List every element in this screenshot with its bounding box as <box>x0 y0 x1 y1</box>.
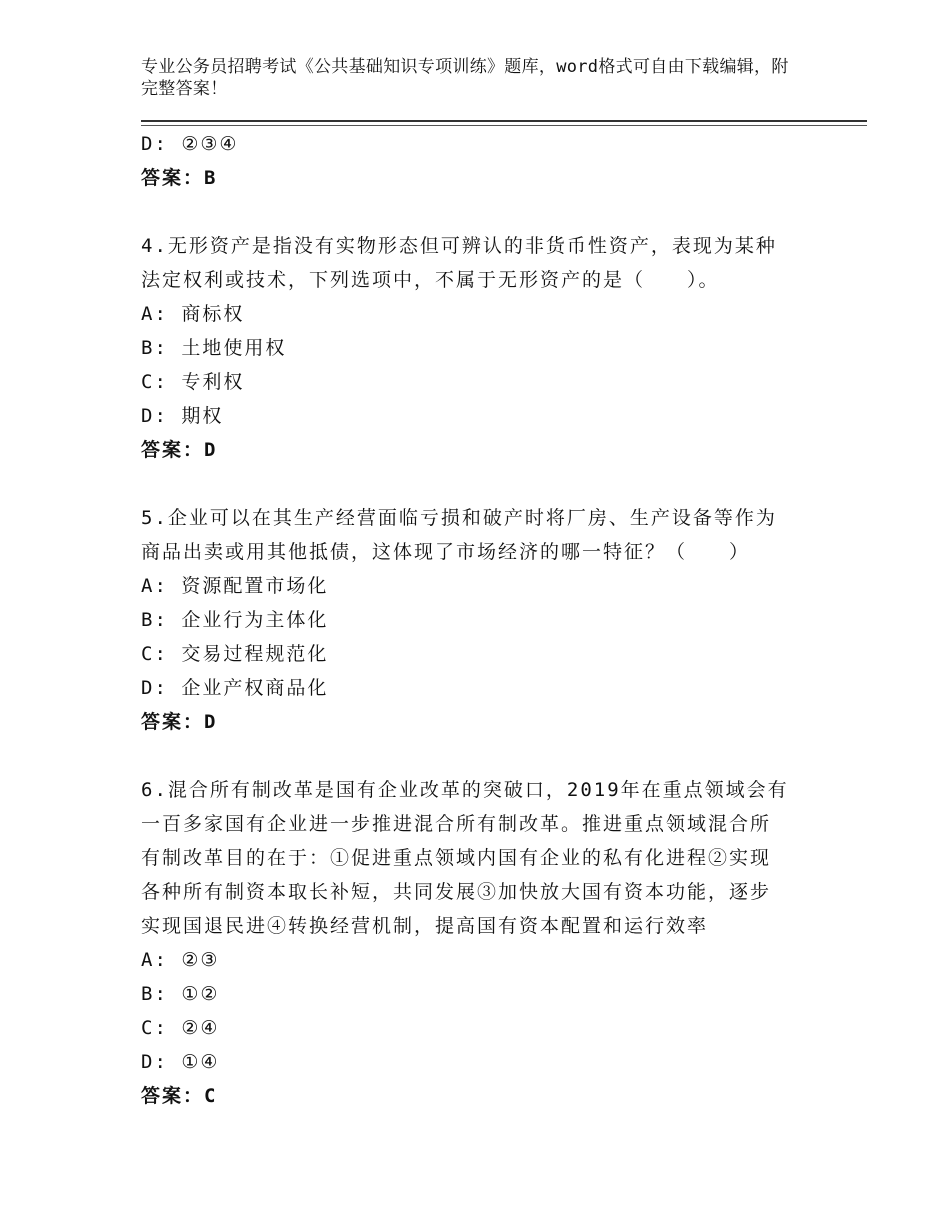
option-d: D: 期权 <box>141 405 224 427</box>
option-c: C: 交易过程规范化 <box>141 643 329 665</box>
question-4 <box>141 229 811 467</box>
question-stem-line: 法定权利或技术，下列选项中，不属于无形资产的是（ ）。 <box>141 269 720 291</box>
question-stem-line: 商品出卖或用其他抵债，这体现了市场经济的哪一特征？（ ） <box>141 541 751 563</box>
option-a: A: 商标权 <box>141 303 245 325</box>
page-header <box>141 56 791 100</box>
option-d: D: ①④ <box>141 1051 220 1073</box>
question-stem-line: 4.无形资产是指没有实物形态但可辨认的非货币性资产，表现为某种 <box>141 235 777 257</box>
prev-answer: 答案：B <box>141 167 218 189</box>
question-6 <box>141 773 811 1113</box>
header-rule-thick <box>141 120 867 122</box>
header-rule-thin <box>141 125 867 126</box>
question-stem-line: 一百多家国有企业进一步推进混合所有制改革。推进重点领域混合所 <box>141 813 772 835</box>
answer: 答案：C <box>141 1085 218 1107</box>
option-a: A: ②③ <box>141 949 220 971</box>
prev-option-d: D: ②③④ <box>141 133 239 155</box>
option-a: A: 资源配置市场化 <box>141 575 329 597</box>
option-c: C: ②④ <box>141 1017 220 1039</box>
option-b: B: 土地使用权 <box>141 337 287 359</box>
question-stem-line: 5.企业可以在其生产经营面临亏损和破产时将厂房、生产设备等作为 <box>141 507 777 529</box>
question-stem-line: 6.混合所有制改革是国有企业改革的突破口，2019年在重点领域会有 <box>141 779 789 801</box>
option-c: C: 专利权 <box>141 371 245 393</box>
option-d: D: 企业产权商品化 <box>141 677 329 699</box>
header-text: 专业公务员招聘考试《公共基础知识专项训练》题库，word格式可自由下载编辑，附完整答案！ <box>141 57 789 99</box>
question-content <box>141 127 811 1113</box>
question-stem-line: 各种所有制资本取长补短，共同发展③加快放大国有资本功能，逐步 <box>141 881 772 903</box>
answer: 答案：D <box>141 439 218 461</box>
question-stem-line: 有制改革目的在于：①促进重点领域内国有企业的私有化进程②实现 <box>141 847 772 869</box>
question-stem-line: 实现国退民进④转换经营机制，提高国有资本配置和运行效率 <box>141 915 709 937</box>
option-b: B: ①② <box>141 983 220 1005</box>
answer: 答案：D <box>141 711 218 733</box>
question-5 <box>141 501 811 739</box>
option-b: B: 企业行为主体化 <box>141 609 329 631</box>
